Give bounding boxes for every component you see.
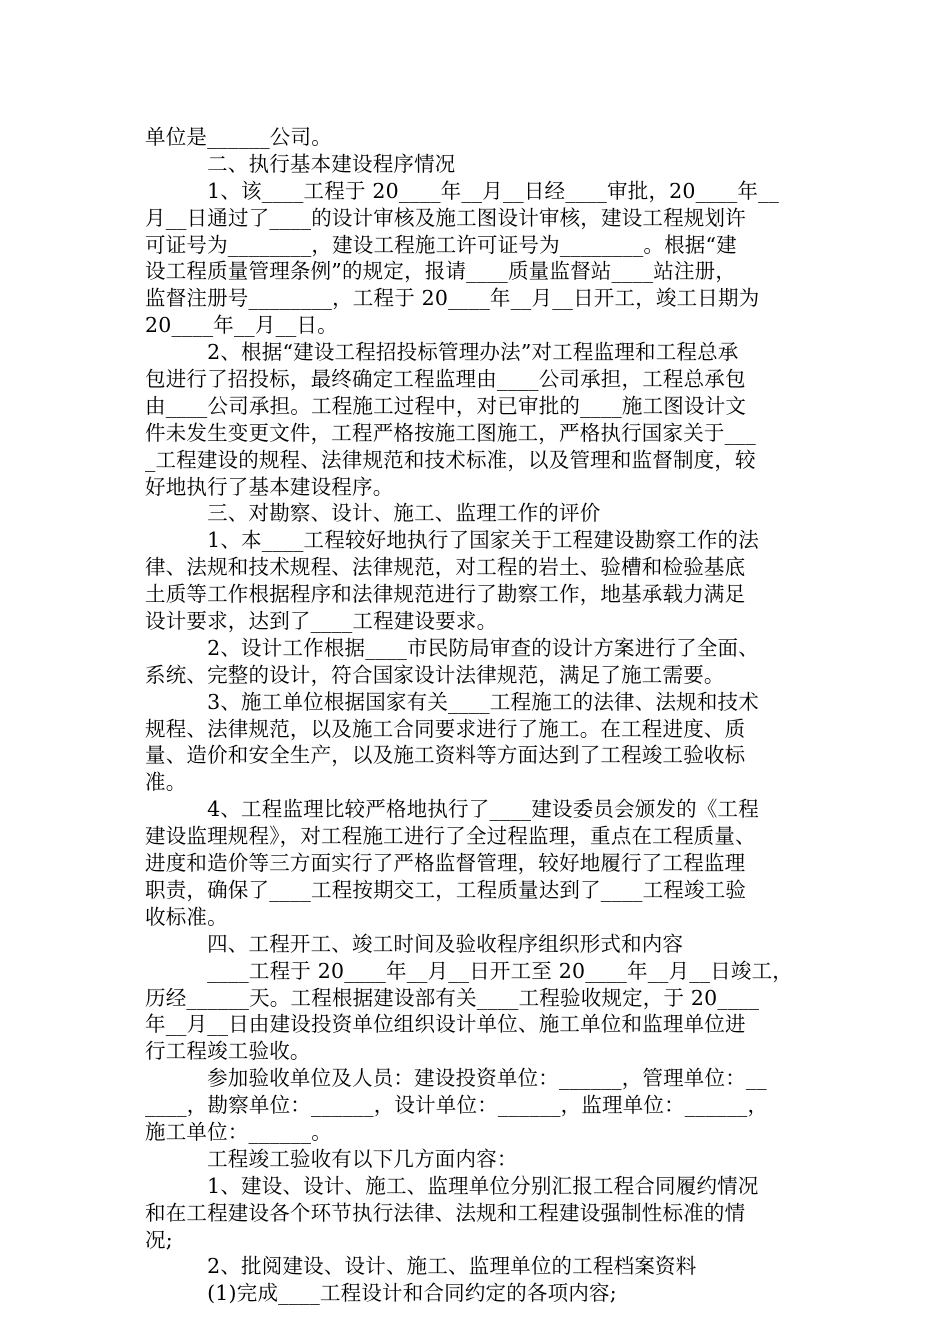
text-line: 土质等工作根据程序和法律规范进行了勘察工作，地基承载力满足 bbox=[145, 582, 746, 607]
section-heading: 三、对勘察、设计、施工、监理工作的评价 bbox=[145, 501, 601, 526]
document-body bbox=[145, 124, 810, 1307]
text-line: 2、批阅建设、设计、施工、监理单位的工程档案资料 bbox=[145, 1254, 697, 1279]
text-line: 1、该____工程于 20____年__月__日经____审批，20____年__ bbox=[145, 178, 780, 203]
text-line: ____，勘察单位：______，设计单位：______，监理单位：______， bbox=[145, 1093, 769, 1118]
text-line: 行工程竣工验收。 bbox=[145, 1039, 311, 1064]
text-line: 1、建设、设计、施工、监理单位分别汇报工程合同履约情况 bbox=[145, 1173, 759, 1198]
text-line: 律、法规和技术规程、法律规范，对工程的岩土、验槽和检验基底 bbox=[145, 555, 746, 580]
text-line: 况; bbox=[145, 1227, 173, 1252]
section-heading: 四、工程开工、竣工时间及验收程序组织形式和内容 bbox=[145, 931, 684, 956]
text-line: 年__月__日由建设投资单位组织设计单位、施工单位和监理单位进 bbox=[145, 1012, 746, 1037]
text-line: 20____年__月__日。 bbox=[145, 313, 338, 338]
text-line: 2、根据“建设工程招投标管理办法”对工程监理和工程总承 bbox=[145, 340, 739, 365]
text-line: 建设监理规程》，对工程施工进行了全过程监理，重点在工程质量、 bbox=[145, 824, 756, 849]
text-line: ____工程于 20____年__月__日开工至 20____年__月__日竣工， bbox=[145, 958, 794, 983]
text-line: 3、施工单位根据国家有关____工程施工的法律、法规和技术 bbox=[145, 689, 759, 714]
text-line: 可证号为________，建设工程施工许可证号为________。根据“建 bbox=[145, 232, 737, 257]
text-line: 量、造价和安全生产，以及施工资料等方面达到了工程竣工验收标 bbox=[145, 743, 746, 768]
section-heading: 二、执行基本建设程序情况 bbox=[145, 151, 456, 176]
text-line: 件未发生变更文件，工程严格按施工图施工，严格执行国家关于___ bbox=[145, 420, 756, 445]
text-line: _工程建设的规程、法律规范和技术标准，以及管理和监督制度，较 bbox=[145, 447, 756, 472]
text-line: (1)完成____工程设计和合同约定的各项内容; bbox=[145, 1281, 617, 1306]
text-line: 历经______天。工程根据建设部有关____工程验收规定，于 20____ bbox=[145, 985, 760, 1010]
text-line: 单位是______公司。 bbox=[145, 125, 332, 149]
text-line: 包进行了招投标，最终确定工程监理由____公司承担，工程总承包 bbox=[145, 367, 746, 392]
text-line: 参加验收单位及人员：建设投资单位：______，管理单位：__ bbox=[145, 1066, 767, 1091]
text-line: 设计要求，达到了____工程建设要求。 bbox=[145, 609, 498, 634]
text-line: 月__日通过了____的设计审核及施工图设计审核，建设工程规划许 bbox=[145, 205, 746, 230]
text-line: 施工单位：______。 bbox=[145, 1119, 332, 1144]
text-line: 4、工程监理比较严格地执行了____建设委员会颁发的《工程 bbox=[145, 797, 759, 822]
text-line: 好地执行了基本建设程序。 bbox=[145, 474, 394, 499]
text-line: 由____公司承担。工程施工过程中，对已审批的____施工图设计文 bbox=[145, 393, 747, 418]
text-line: 监督注册号________，工程于 20____年__月__日开工，竣工日期为 bbox=[145, 286, 760, 311]
text-line: 进度和造价等三方面实行了严格监督管理，较好地履行了工程监理 bbox=[145, 851, 746, 876]
text-line: 1、本____工程较好地执行了国家关于工程建设勘察工作的法 bbox=[145, 528, 759, 553]
text-line: 2、设计工作根据____市民防局审查的设计方案进行了全面、 bbox=[145, 635, 759, 660]
text-line: 和在工程建设各个环节执行法律、法规和工程建设强制性标准的情 bbox=[145, 1200, 746, 1225]
text-line: 设工程质量管理条例”的规定，报请____质量监督站____站注册， bbox=[145, 259, 737, 284]
text-line: 收标准。 bbox=[145, 904, 228, 929]
text-line: 准。 bbox=[145, 770, 187, 795]
text-line: 工程竣工验收有以下几方面内容： bbox=[145, 1146, 518, 1171]
text-line: 系统、完整的设计，符合国家设计法律规范，满足了施工需要。 bbox=[145, 662, 725, 687]
text-line: 职责，确保了____工程按期交工，工程质量达到了____工程竣工验 bbox=[145, 877, 747, 902]
text-line: 规程、法律规范，以及施工合同要求进行了施工。在工程进度、质 bbox=[145, 716, 746, 741]
